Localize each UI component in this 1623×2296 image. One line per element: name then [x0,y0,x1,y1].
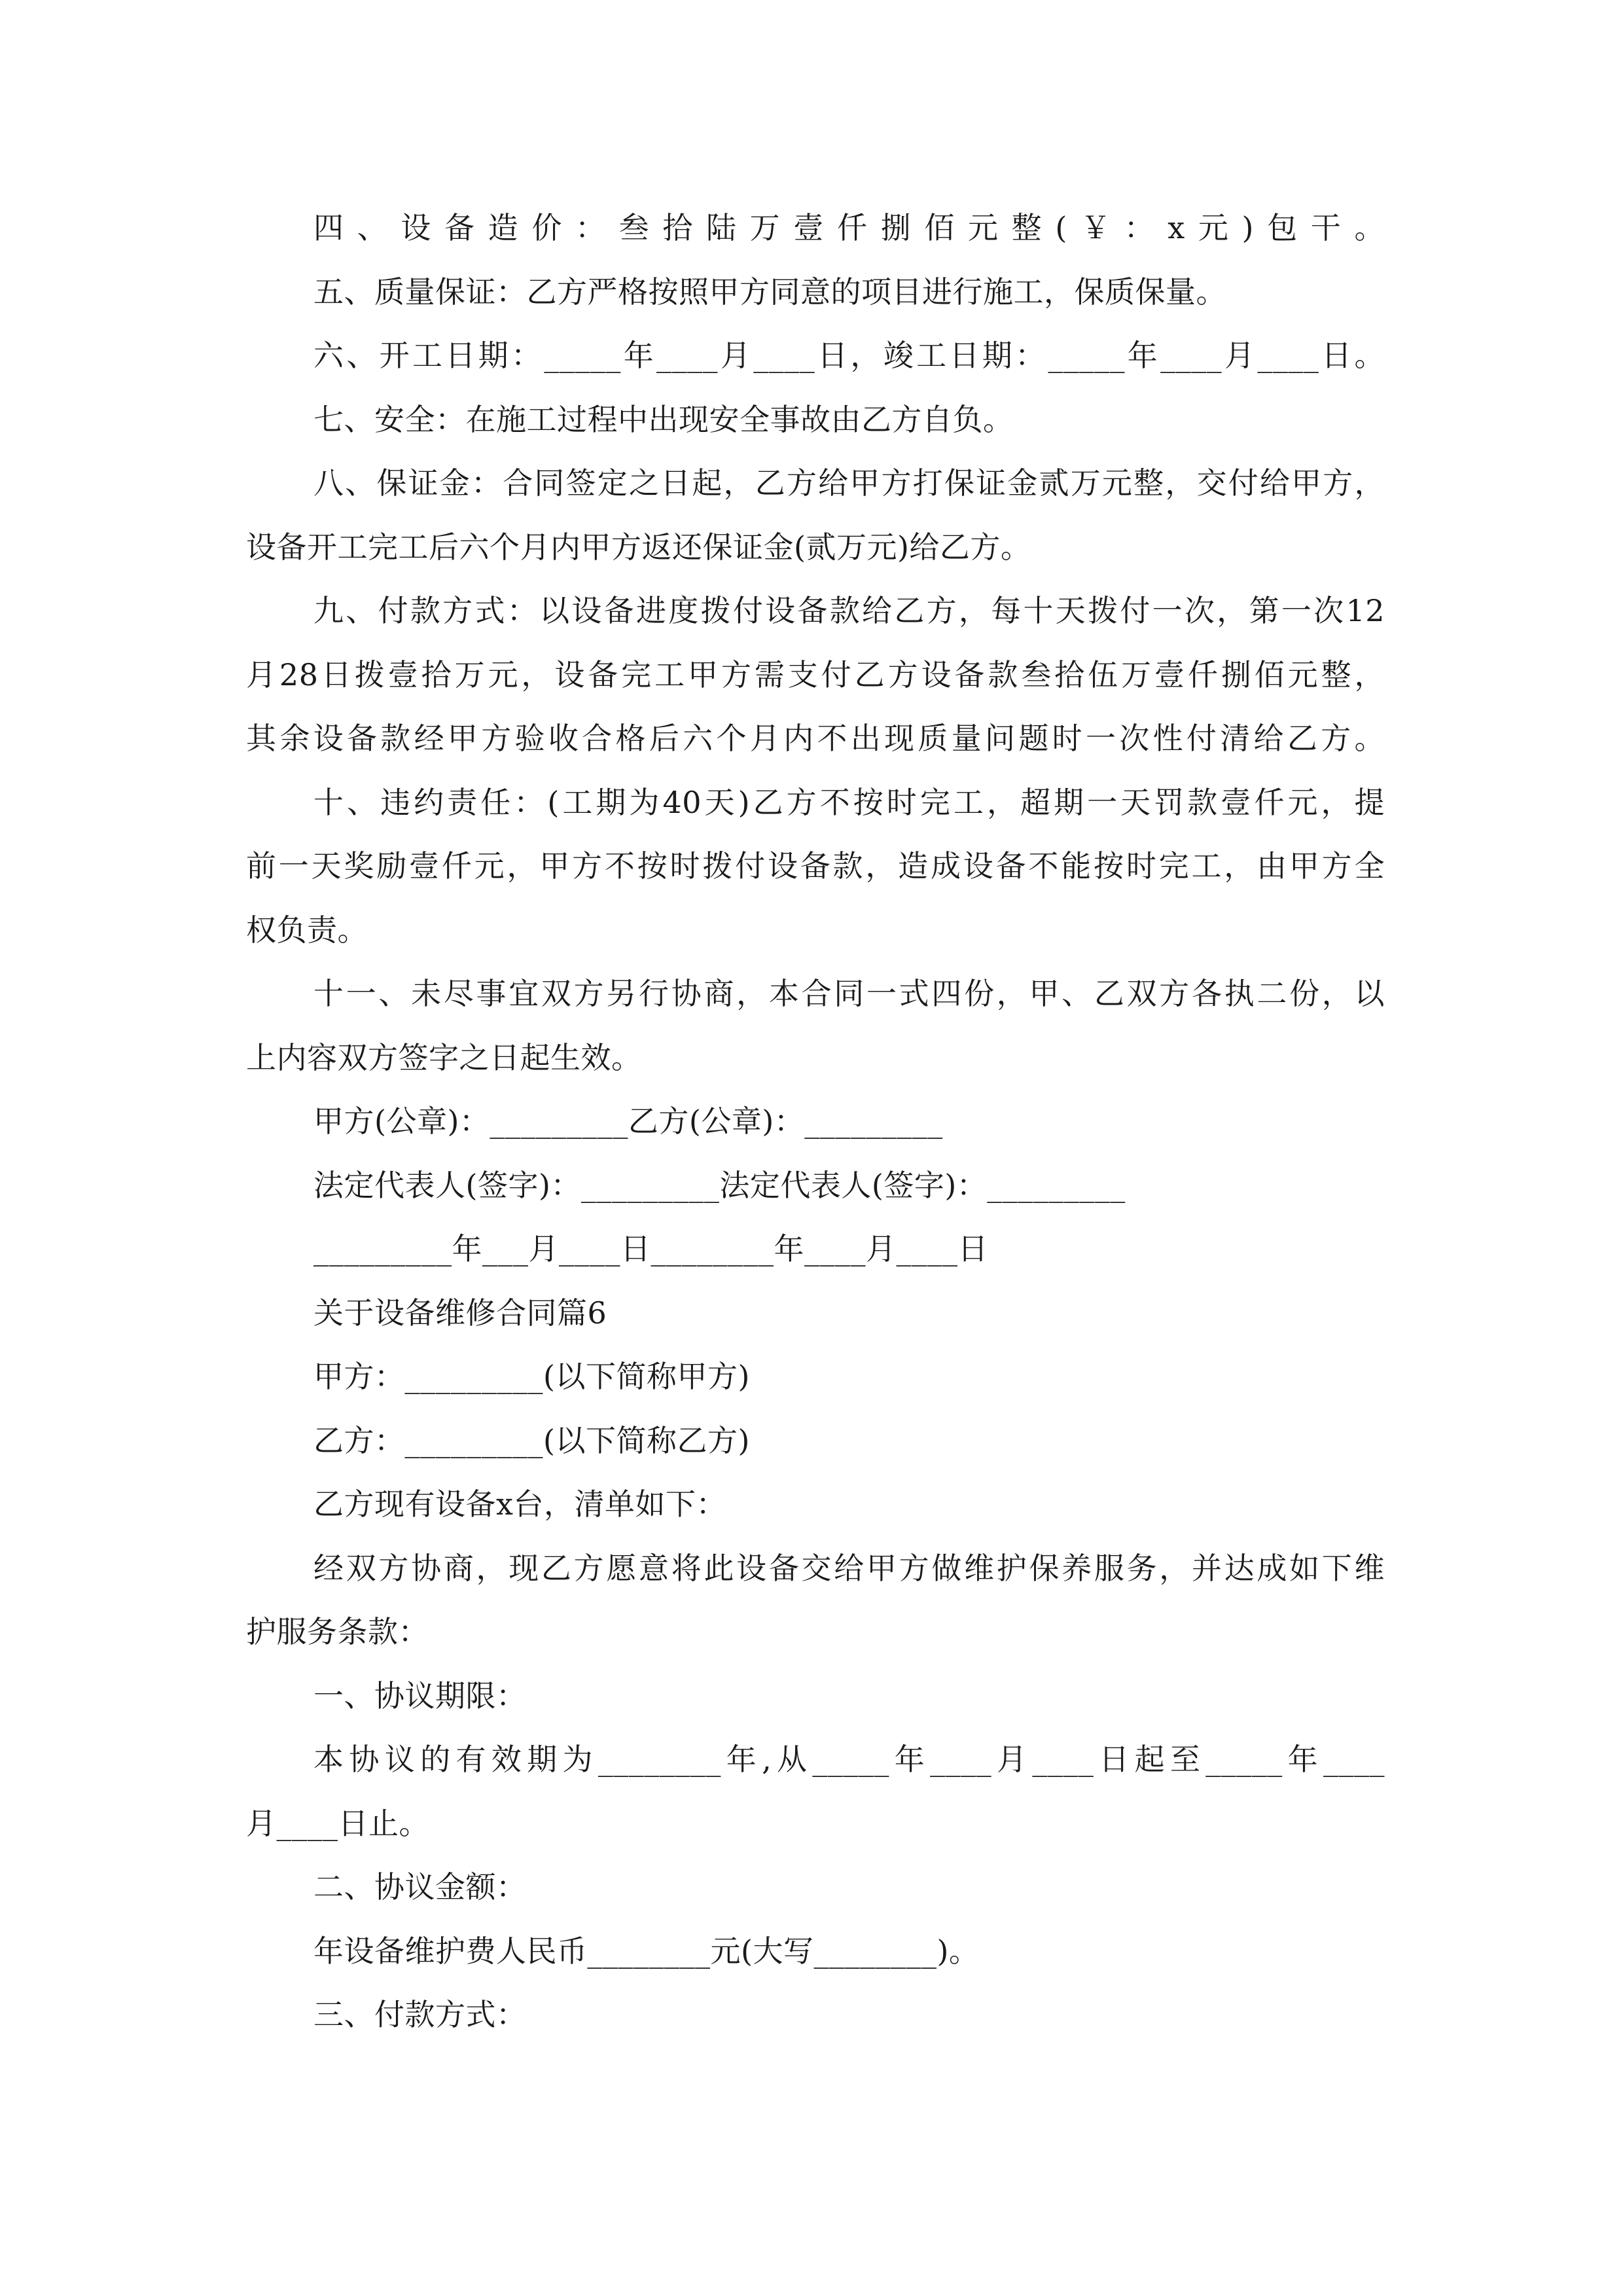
party-b: 乙方：_________(以下简称乙方) [313,1422,750,1458]
agreement-term-text-cont: 月____日止。 [246,1805,429,1841]
clause-7-safety: 七、安全：在施工过程中出现安全事故由乙方自负。 [313,401,1014,437]
clause-6-start-end-dates: 六、开工日期：_____年____月____日，竣工日期：_____年____月____日。 [313,338,1385,373]
heading-agreement-amount: 二、协议金额： [313,1869,527,1905]
agreement-amount-text: 年设备维护费人民币________元(大写________)。 [313,1933,980,1969]
clause-4-equipment-cost: 四、设备造价：叁拾陆万壹仟捌佰元整(￥：x元)包干。 [313,210,1385,245]
signature-dates: _________年___月____日________年____月____日 [313,1231,988,1266]
party-seals: 甲方(公章)：_________乙方(公章)：_________ [313,1103,943,1139]
contract-body [246,196,1385,2047]
equipment-list-intro: 乙方现有设备x台，清单如下： [313,1486,726,1522]
clause-11-misc: 十一、未尽事宜双方另行协商，本合同一式四份，甲、乙双方各执二份，以 [313,976,1385,1011]
clause-9-payment: 九、付款方式：以设备进度拨付设备款给乙方，每十天拨付一次，第一次12 [313,593,1385,628]
clause-5-quality-guarantee: 五、质量保证：乙方严格按照甲方同意的项目进行施工，保质保量。 [313,274,1226,310]
agreement-intro: 经双方协商，现乙方愿意将此设备交给甲方做维护保养服务，并达成如下维 [313,1550,1385,1586]
heading-agreement-term: 一、协议期限： [313,1677,527,1713]
clause-9-payment-cont-1: 月28日拨壹拾万元，设备完工甲方需支付乙方设备款叁拾伍万壹仟捌佰元整， [246,656,1385,692]
clause-9-payment-cont-2: 其余设备款经甲方验收合格后六个月内不出现质量问题时一次性付清给乙方。 [246,721,1385,756]
legal-representatives: 法定代表人(签字)：_________法定代表人(签字)：_________ [313,1167,1126,1203]
clause-8-deposit-cont: 设备开工完工后六个月内甲方返还保证金(贰万元)给乙方。 [246,529,1031,565]
clause-10-liability-cont-2: 权负责。 [246,912,368,948]
agreement-intro-cont: 护服务条款： [246,1614,429,1649]
party-a: 甲方：_________(以下简称甲方) [313,1359,750,1394]
clause-8-deposit: 八、保证金：合同签定之日起，乙方给甲方打保证金贰万元整，交付给甲方， [313,465,1385,501]
clause-10-liability: 十、违约责任：(工期为40天)乙方不按时完工，超期一天罚款壹仟元，提 [313,784,1385,820]
agreement-term-text: 本协议的有效期为________年,从_____年____月____日起至_____年____ [313,1742,1385,1777]
heading-payment-method: 三、付款方式： [313,1997,527,2032]
clause-11-misc-cont: 上内容双方签字之日起生效。 [246,1039,642,1075]
section-title-contract-6: 关于设备维修合同篇6 [313,1295,607,1331]
clause-10-liability-cont-1: 前一天奖励壹仟元，甲方不按时拨付设备款，造成设备不能按时完工，由甲方全 [246,848,1385,884]
